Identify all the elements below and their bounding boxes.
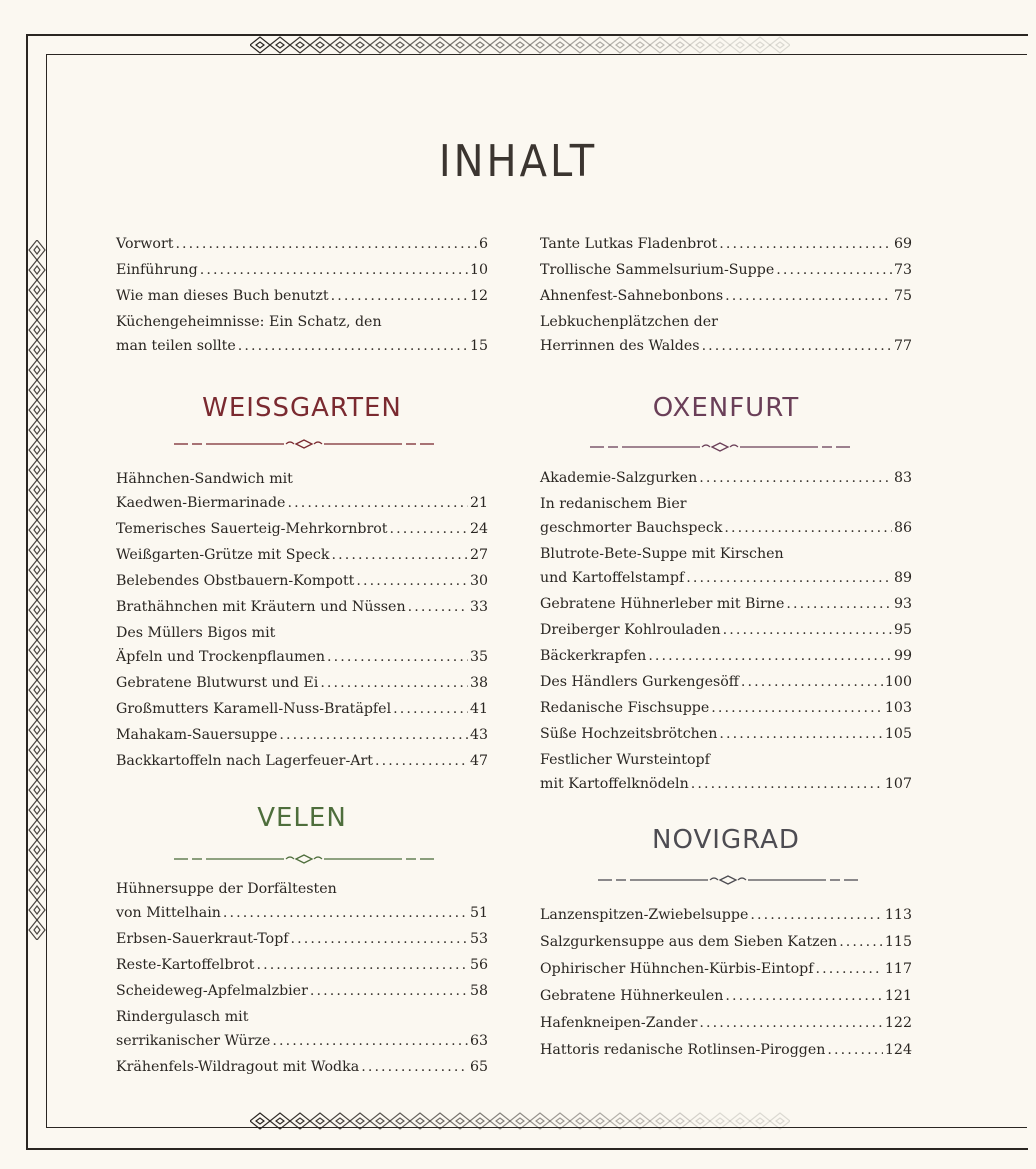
dot-leader <box>361 1055 468 1079</box>
dot-leader <box>750 903 883 927</box>
toc-entry-title: Mahakam-Sauersuppe <box>116 727 278 743</box>
toc-entry <box>116 621 488 669</box>
toc-entry <box>540 542 912 590</box>
toc-page-number: 99 <box>893 648 912 664</box>
toc-page-number: 113 <box>884 907 912 923</box>
toc-entry-title: Hattoris redanische Rotlinsen-Piroggen <box>540 1042 826 1058</box>
toc-entry-title: Vorwort <box>116 236 174 252</box>
toc-entry-title: Bäckerkrapfen <box>540 648 647 664</box>
intro-list <box>116 232 488 360</box>
novigrad-list <box>540 903 912 1065</box>
toc-entry-title: Gebratene Hühnerkeulen <box>540 988 724 1004</box>
toc-page-number: 105 <box>884 726 912 742</box>
dot-leader <box>725 284 892 308</box>
section-divider-oxenfurt <box>590 440 850 454</box>
toc-page-number: 77 <box>893 338 912 354</box>
toc-entry <box>116 723 488 747</box>
toc-entry <box>540 1038 912 1062</box>
toc-page-number: 83 <box>893 470 912 486</box>
toc-entry <box>540 748 912 796</box>
toc-entry <box>116 284 488 308</box>
toc-page-number: 35 <box>469 649 488 665</box>
dot-leader <box>723 618 892 642</box>
dot-leader <box>815 957 882 981</box>
dot-leader <box>287 491 467 515</box>
dot-leader <box>839 930 883 954</box>
toc-page-number: 27 <box>469 547 488 563</box>
dot-leader <box>408 595 468 619</box>
dot-leader <box>320 671 468 695</box>
toc-entry-title: Weißgarten-Grütze mit Speck <box>116 547 330 563</box>
toc-page-number: 10 <box>469 262 488 278</box>
toc-entry-title: Herrinnen des Waldes <box>540 338 700 354</box>
toc-entry <box>116 697 488 721</box>
toc-entry-title: und Kartoffelstampf <box>540 570 685 586</box>
toc-entry-title: Belebendes Obstbauern-Kompott <box>116 573 355 589</box>
toc-entry-title: Brathähnchen mit Kräutern und Nüssen <box>116 599 406 615</box>
dot-leader <box>686 566 892 590</box>
toc-entry <box>540 284 912 308</box>
dot-leader <box>238 334 468 358</box>
section-heading-oxenfurt: OXENFURT <box>652 393 800 423</box>
toc-entry-title: Kaedwen-Biermarinade <box>116 495 286 511</box>
dot-leader <box>827 1038 883 1062</box>
dot-leader <box>719 232 892 256</box>
oxenfurt-list <box>540 466 912 798</box>
toc-entry <box>116 543 488 567</box>
section-heading-novigrad: NOVIGRAD <box>652 825 800 855</box>
toc-entry-title: Temerisches Sauerteig-Mehrkornbrot <box>116 521 388 537</box>
dot-leader <box>310 979 468 1003</box>
toc-page-number: 107 <box>884 776 912 792</box>
toc-page-number: 30 <box>469 573 488 589</box>
toc-page-number: 89 <box>893 570 912 586</box>
toc-entry <box>116 1055 488 1079</box>
toc-entry <box>116 467 488 515</box>
toc-entry <box>116 517 488 541</box>
dot-leader <box>724 516 892 540</box>
left-ornament-band <box>27 240 47 940</box>
dot-leader <box>702 334 892 358</box>
toc-page-number: 38 <box>469 675 488 691</box>
toc-entry <box>116 953 488 977</box>
toc-entry-title: serrikanischer Würze <box>116 1033 271 1049</box>
toc-page-number: 93 <box>893 596 912 612</box>
toc-page-number: 56 <box>469 957 488 973</box>
toc-page-number: 15 <box>469 338 488 354</box>
toc-page-number: 100 <box>884 674 912 690</box>
dot-leader <box>375 749 468 773</box>
toc-entry-title: man teilen sollte <box>116 338 236 354</box>
toc-entry <box>116 258 488 282</box>
toc-page-number: 63 <box>469 1033 488 1049</box>
toc-entry-title: Küchengeheimnisse: Ein Schatz, den <box>116 314 382 330</box>
toc-entry-title: Trollische Sammelsurium-Suppe <box>540 262 775 278</box>
bottom-ornament-band <box>250 1110 790 1132</box>
dot-leader <box>175 232 477 256</box>
toc-entry <box>540 492 912 540</box>
toc-page-number: 75 <box>893 288 912 304</box>
section-divider-weissgarten <box>174 437 434 451</box>
toc-entry <box>540 232 912 256</box>
toc-entry <box>116 671 488 695</box>
toc-entry-title: Rindergulasch mit <box>116 1009 249 1025</box>
toc-entry-title: Festlicher Wursteintopf <box>540 752 710 768</box>
toc-entry-title: Einführung <box>116 262 198 278</box>
dot-leader <box>648 644 892 668</box>
toc-entry <box>540 466 912 490</box>
toc-entry <box>540 696 912 720</box>
toc-entry-title: Reste-Kartoffelbrot <box>116 957 255 973</box>
toc-page-number: 73 <box>893 262 912 278</box>
toc-entry <box>540 310 912 358</box>
toc-entry-title: Redanische Fischsuppe <box>540 700 710 716</box>
toc-entry <box>116 877 488 925</box>
section-heading-weissgarten: WEISSGARTEN <box>202 393 402 423</box>
dot-leader <box>711 696 883 720</box>
toc-entry-title: Ophirischer Hühnchen-Kürbis-Eintopf <box>540 961 814 977</box>
top-ornament-band <box>250 34 790 56</box>
toc-entry-title: Äpfeln und Trockenpflaumen <box>116 649 326 665</box>
dot-leader <box>256 953 467 977</box>
toc-page-number: 124 <box>884 1042 912 1058</box>
toc-entry <box>116 595 488 619</box>
toc-entry <box>116 310 488 358</box>
toc-entry-title: Hähnchen-Sandwich mit <box>116 471 293 487</box>
dot-leader <box>786 592 892 616</box>
toc-entry-title: mit Kartoffelknödeln <box>540 776 689 792</box>
toc-entry-title: geschmorter Bauchspeck <box>540 520 723 536</box>
toc-page-number: 41 <box>469 701 488 717</box>
toc-page-number: 24 <box>469 521 488 537</box>
section-divider-velen <box>174 852 434 866</box>
toc-page-number: 47 <box>469 753 488 769</box>
toc-page-number: 86 <box>893 520 912 536</box>
toc-entry-title: Hühnersuppe der Dorfältesten <box>116 881 337 897</box>
toc-entry-title: Des Händlers Gurkengesöff <box>540 674 739 690</box>
dot-leader <box>200 258 468 282</box>
toc-entry-title: Krähenfels-Wildragout mit Wodka <box>116 1059 360 1075</box>
toc-page-number: 58 <box>469 983 488 999</box>
toc-page-number: 122 <box>884 1015 912 1031</box>
dot-leader <box>741 670 883 694</box>
toc-entry <box>116 1005 488 1053</box>
toc-page-number: 65 <box>469 1059 488 1075</box>
toc-entry-title: Süße Hochzeitsbrötchen <box>540 726 718 742</box>
toc-entry-title: Scheideweg-Apfelmalzbier <box>116 983 308 999</box>
toc-entry <box>540 984 912 1008</box>
dot-leader <box>699 1011 882 1035</box>
toc-entry-title: Ahnenfest-Sahnebonbons <box>540 288 724 304</box>
toc-entry-title: Großmutters Karamell-Nuss-Bratäpfel <box>116 701 392 717</box>
dot-leader <box>279 723 468 747</box>
dot-leader <box>291 927 468 951</box>
dot-leader <box>356 569 468 593</box>
dot-leader <box>691 772 883 796</box>
toc-entry-title: Tante Lutkas Fladenbrot <box>540 236 718 252</box>
toc-page-number: 21 <box>469 495 488 511</box>
toc-page-number: 51 <box>469 905 488 921</box>
dot-leader <box>719 722 883 746</box>
toc-page-number: 43 <box>469 727 488 743</box>
toc-entry <box>540 722 912 746</box>
section-heading-velen: VELEN <box>257 803 347 833</box>
toc-entry <box>116 232 488 256</box>
toc-entry <box>116 569 488 593</box>
toc-entry-title: Wie man dieses Buch benutzt <box>116 288 329 304</box>
page-title: INHALT <box>438 136 598 187</box>
toc-entry-title: Gebratene Blutwurst und Ei <box>116 675 319 691</box>
toc-entry <box>540 903 912 927</box>
toc-entry-title: von Mittelhain <box>116 905 221 921</box>
toc-entry-title: Backkartoffeln nach Lagerfeuer-Art <box>116 753 373 769</box>
toc-entry <box>540 1011 912 1035</box>
toc-entry-title: Lanzenspitzen-Zwiebelsuppe <box>540 907 749 923</box>
dot-leader <box>223 901 468 925</box>
toc-page-number: 95 <box>893 622 912 638</box>
toc-entry <box>540 644 912 668</box>
toc-entry-title: Akademie-Salzgurken <box>540 470 698 486</box>
toc-entry-title: Erbsen-Sauerkraut-Topf <box>116 931 289 947</box>
toc-entry-title: Dreiberger Kohlrouladen <box>540 622 721 638</box>
dot-leader <box>390 517 468 541</box>
section-divider-novigrad <box>598 873 858 887</box>
toc-entry-title: Hafenkneipen-Zander <box>540 1015 698 1031</box>
toc-page-number: 53 <box>469 931 488 947</box>
dot-leader <box>327 645 468 669</box>
dot-leader <box>331 284 468 308</box>
toc-page-number: 33 <box>469 599 488 615</box>
toc-entry <box>540 957 912 981</box>
toc-page-number: 69 <box>893 236 912 252</box>
toc-entry <box>540 930 912 954</box>
toc-entry-title: Salzgurkensuppe aus dem Sieben Katzen <box>540 934 838 950</box>
toc-page-number: 115 <box>884 934 912 950</box>
dot-leader <box>331 543 467 567</box>
toc-page-number: 103 <box>884 700 912 716</box>
toc-entry <box>540 618 912 642</box>
toc-page-number: 6 <box>478 236 488 252</box>
weissgarten-list <box>116 466 488 775</box>
toc-entry <box>540 592 912 616</box>
toc-entry-title: In redanischem Bier <box>540 496 687 512</box>
toc-entry-title: Gebratene Hühnerleber mit Birne <box>540 596 785 612</box>
dot-leader <box>699 466 892 490</box>
toc-entry <box>116 749 488 773</box>
dot-leader <box>776 258 892 282</box>
right-intro-list <box>540 232 912 360</box>
toc-page-number: 117 <box>884 961 912 977</box>
toc-entry <box>116 979 488 1003</box>
toc-page-number: 121 <box>884 988 912 1004</box>
toc-page-number: 12 <box>469 288 488 304</box>
toc-entry <box>540 670 912 694</box>
dot-leader <box>272 1029 468 1053</box>
toc-entry <box>540 258 912 282</box>
dot-leader <box>725 984 883 1008</box>
velen-list <box>116 876 488 1081</box>
dot-leader <box>393 697 468 721</box>
toc-entry <box>116 927 488 951</box>
toc-entry-title: Lebkuchenplätzchen der <box>540 314 718 330</box>
toc-entry-title: Blutrote-Bete-Suppe mit Kirschen <box>540 546 784 562</box>
toc-entry-title: Des Müllers Bigos mit <box>116 625 276 641</box>
